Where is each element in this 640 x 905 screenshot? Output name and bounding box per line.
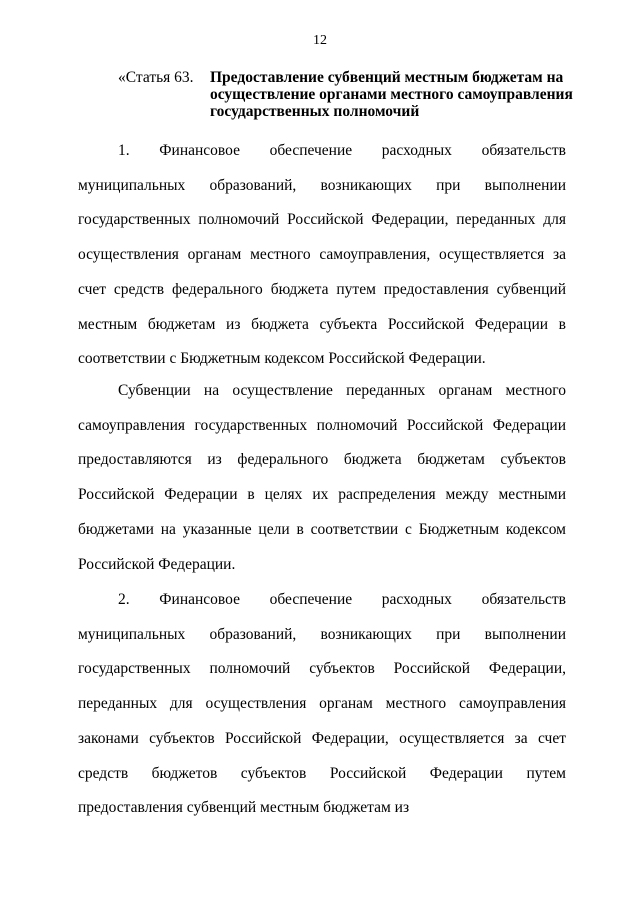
paragraph-2: 2. Финансовое обеспечение расходных обязательств муниципальных образований, возникающих при выполнении государственных полномочий субъектов Российской Федерации, переданных для осуществления органам местного самоуправления законами субъектов Российской Федерации, осуществляется за счет средств бюджетов субъектов Российской Федерации путем предоставления субвенций местным бюджетам из [78,591,566,817]
article-number: «Статья 63. [118,69,194,86]
paragraph-1: 1. Финансовое обеспечение расходных обязательств муниципальных образований, возникающих при выполнении государственных полномочий Российской Федерации, переданных для осуществления органам местного самоуправления, осуществляется за счет средств федерального бюджета путем предоставления субвенций местным бюджетам из бюджета субъекта Российской Федерации в соответствии с Бюджетным кодексом Российской Федерации. [78,142,566,368]
article-title: Предоставление субвенций местным бюджетам на осуществление органами местного самоуправления государственных полномочий [210,69,573,120]
article-heading [118,69,578,129]
paragraph-subventions: Субвенции на осуществление переданных органам местного самоуправления государственных полномочий Российской Федерации предоставляются из федерального бюджета бюджетам субъектов Российской Федерации в целях их распределения между местными бюджетами на указанные цели в соответствии с Бюджетным кодексом Российской Федерации. [78,382,566,573]
page-number: 12 [313,33,327,48]
